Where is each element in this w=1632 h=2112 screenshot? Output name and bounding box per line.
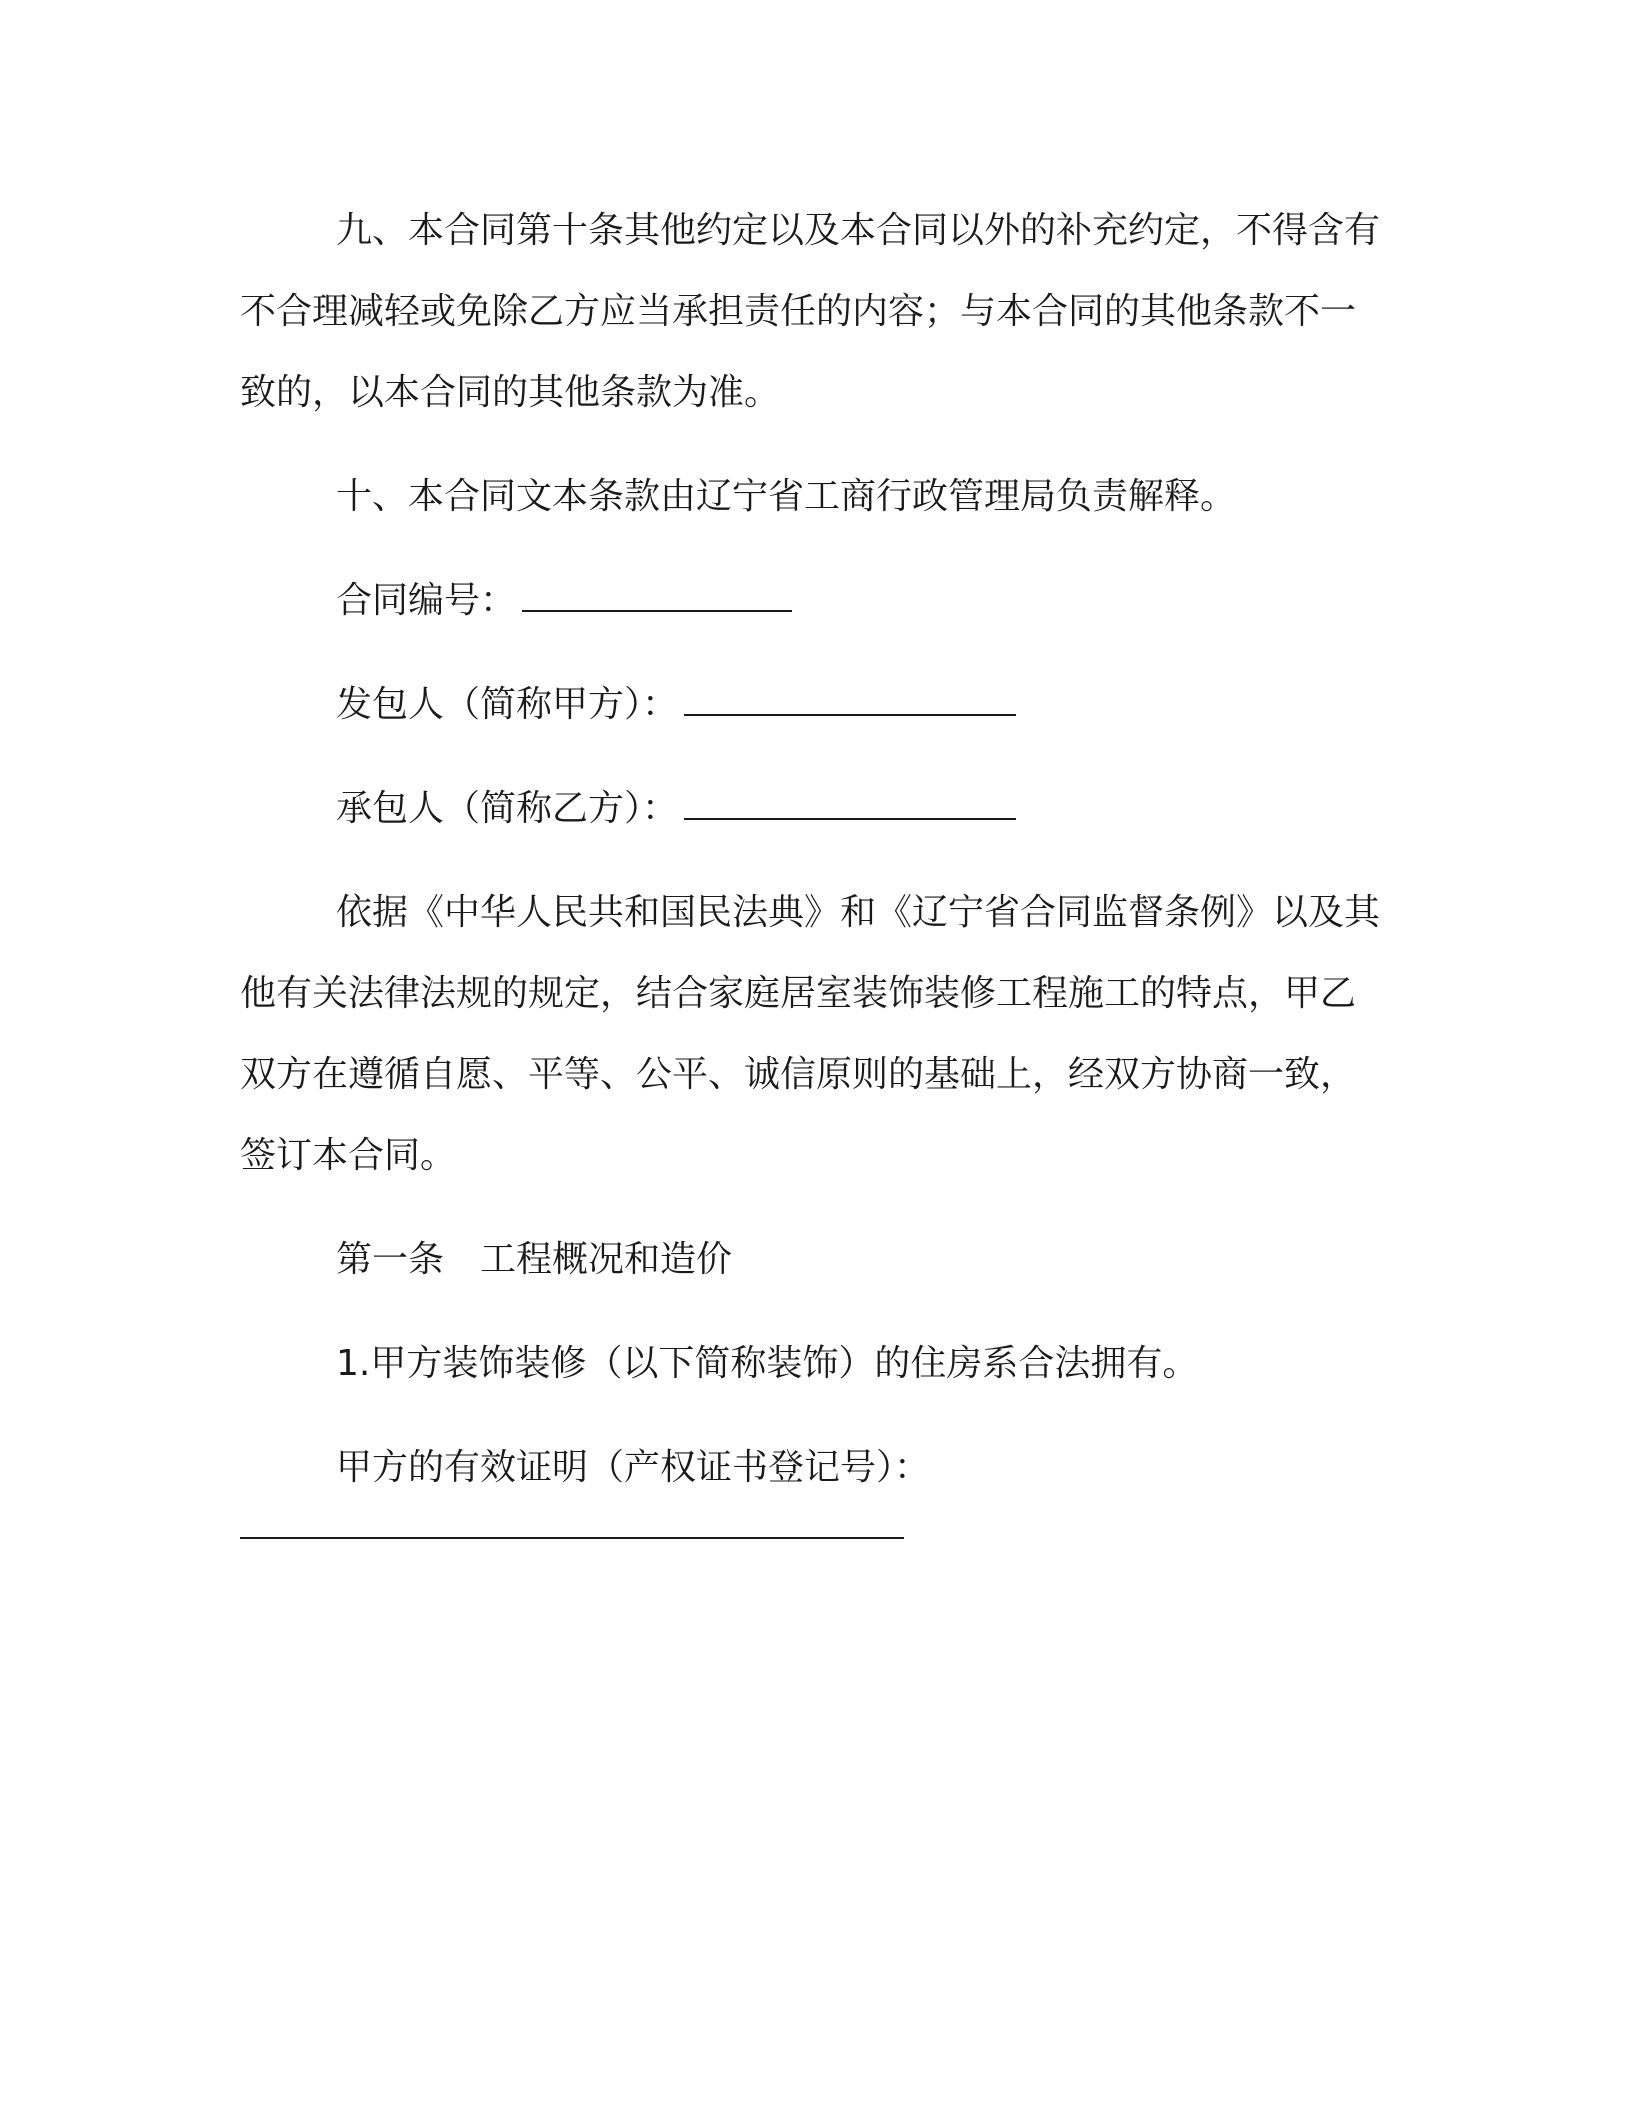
document-body: [240, 190, 1384, 1539]
article-one-item-one: 1.甲方装饰装修（以下简称装饰）的住房系合法拥有。: [336, 1343, 1199, 1384]
contract-number-blank[interactable]: [522, 580, 792, 612]
party-a-label: 发包人（简称甲方）：: [336, 684, 679, 725]
clause-nine: 九、本合同第十条其他约定以及本合同以外的补充约定，不得含有不合理减轻或免除乙方应当承担责任的内容；与本合同的其他条款不一致的，以本合同的其他条款为准。: [240, 210, 1381, 413]
preamble: 依据《中华人民共和国民法典》和《辽宁省合同监督条例》以及其他有关法律法规的规定，结合家庭居室装饰装修工程施工的特点，甲乙双方在遵循自愿、平等、公平、诚信原则的基础上，经双方协商一致，签订本合同。: [240, 892, 1381, 1176]
party-b-label: 承包人（简称乙方）：: [336, 788, 679, 829]
party-b-line: [240, 768, 1384, 849]
article-one-number: 第一条: [336, 1239, 445, 1280]
certificate-line: 甲方的有效证明（产权证书登记号）：: [336, 1447, 931, 1488]
contract-number-label: 合同编号：: [336, 580, 517, 621]
clause-ten: 十、本合同文本条款由辽宁省工商行政管理局负责解释。: [336, 476, 1237, 517]
contract-number-line: [240, 560, 1384, 641]
article-one-title: 工程概况和造价: [480, 1239, 733, 1280]
article-one-heading: [240, 1219, 1384, 1300]
party-b-blank[interactable]: [684, 788, 1016, 820]
party-a-line: [240, 664, 1384, 745]
party-a-blank[interactable]: [684, 684, 1016, 716]
certificate-number-blank[interactable]: [240, 1536, 904, 1539]
